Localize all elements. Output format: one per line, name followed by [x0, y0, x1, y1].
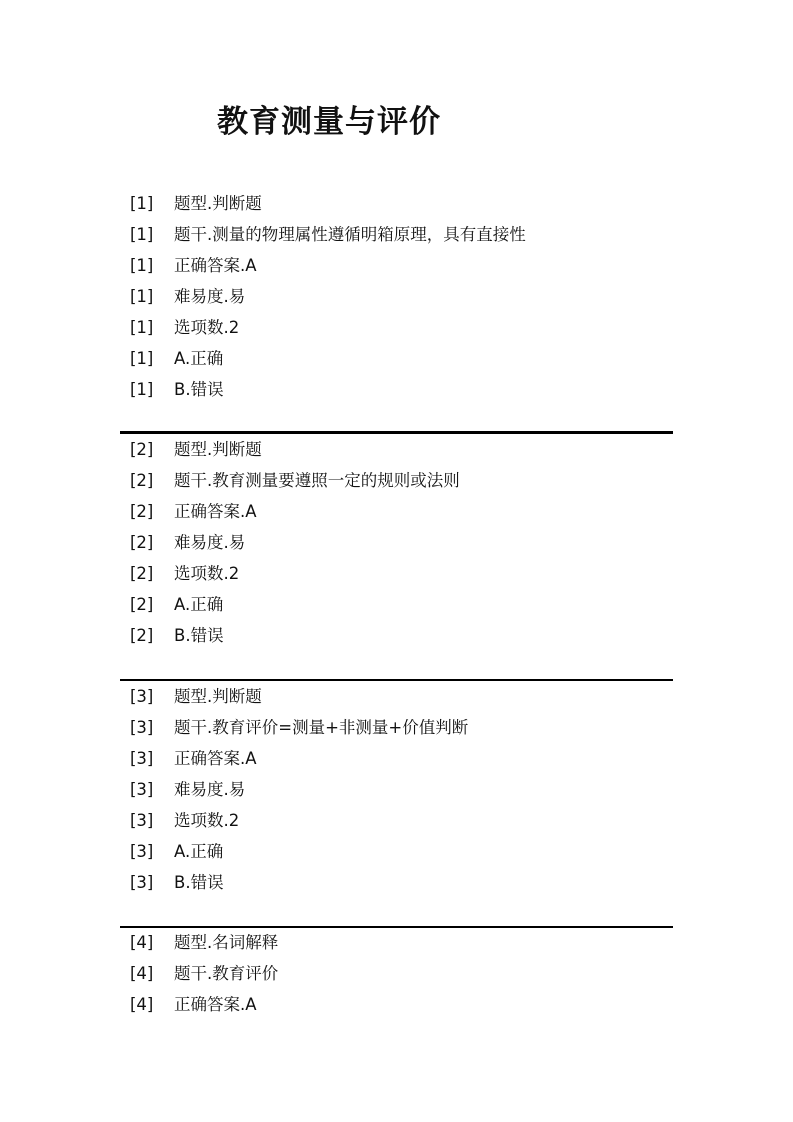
question-number: [4] [130, 933, 154, 952]
question-number: [1] [130, 349, 154, 368]
question-line-text: A.正确 [174, 842, 224, 861]
question-number: [1] [130, 194, 154, 213]
question-number: [2] [130, 533, 154, 552]
question-number: [3] [130, 780, 154, 799]
question-line-text: 难易度.易 [174, 533, 246, 552]
question-number: [2] [130, 595, 154, 614]
question-line-text: B.错误 [174, 873, 224, 892]
question-line-text: 正确答案.A [174, 749, 257, 768]
question-number: [3] [130, 842, 154, 861]
question-number: [4] [130, 964, 154, 983]
question-line-text: A.正确 [174, 595, 224, 614]
question-number: [1] [130, 318, 154, 337]
question-line-text: 难易度.易 [174, 287, 246, 306]
question-line-text: B.错误 [174, 380, 224, 399]
question-number: [1] [130, 256, 154, 275]
question-number: [2] [130, 471, 154, 490]
question-number: [3] [130, 749, 154, 768]
question-number: [2] [130, 440, 154, 459]
question-number: [3] [130, 687, 154, 706]
question-line-text: 难易度.易 [174, 780, 246, 799]
question-line-text: 题型.判断题 [174, 440, 262, 459]
question-line-text: 选项数.2 [174, 564, 240, 583]
question-number: [1] [130, 287, 154, 306]
question-line-text: 选项数.2 [174, 811, 240, 830]
question-number: [4] [130, 995, 154, 1014]
question-line-text: 题干.测量的物理属性遵循明箱原理，具有直接性 [174, 225, 526, 244]
question-line-text: 题干.教育评价 [174, 964, 279, 983]
question-number: [2] [130, 564, 154, 583]
question-line-text: 题型.名词解释 [174, 933, 279, 952]
question-line-text: B.错误 [174, 626, 224, 645]
question-line-text: 正确答案.A [174, 502, 257, 521]
question-number: [1] [130, 225, 154, 244]
question-number: [3] [130, 718, 154, 737]
question-line-text: 题型.判断题 [174, 687, 262, 706]
document-title: 教育测量与评价 [217, 104, 441, 140]
question-number: [2] [130, 502, 154, 521]
question-line-text: 题型.判断题 [174, 194, 262, 213]
question-number: [2] [130, 626, 154, 645]
question-number: [1] [130, 380, 154, 399]
question-line-text: 题干.教育评价=测量+非测量+价值判断 [174, 718, 469, 737]
question-number: [3] [130, 873, 154, 892]
question-line-text: 正确答案.A [174, 995, 257, 1014]
question-line-text: 正确答案.A [174, 256, 257, 275]
question-line-text: A.正确 [174, 349, 224, 368]
question-line-text: 选项数.2 [174, 318, 240, 337]
question-line-text: 题干.教育测量要遵照一定的规则或法则 [174, 471, 460, 490]
question-number: [3] [130, 811, 154, 830]
